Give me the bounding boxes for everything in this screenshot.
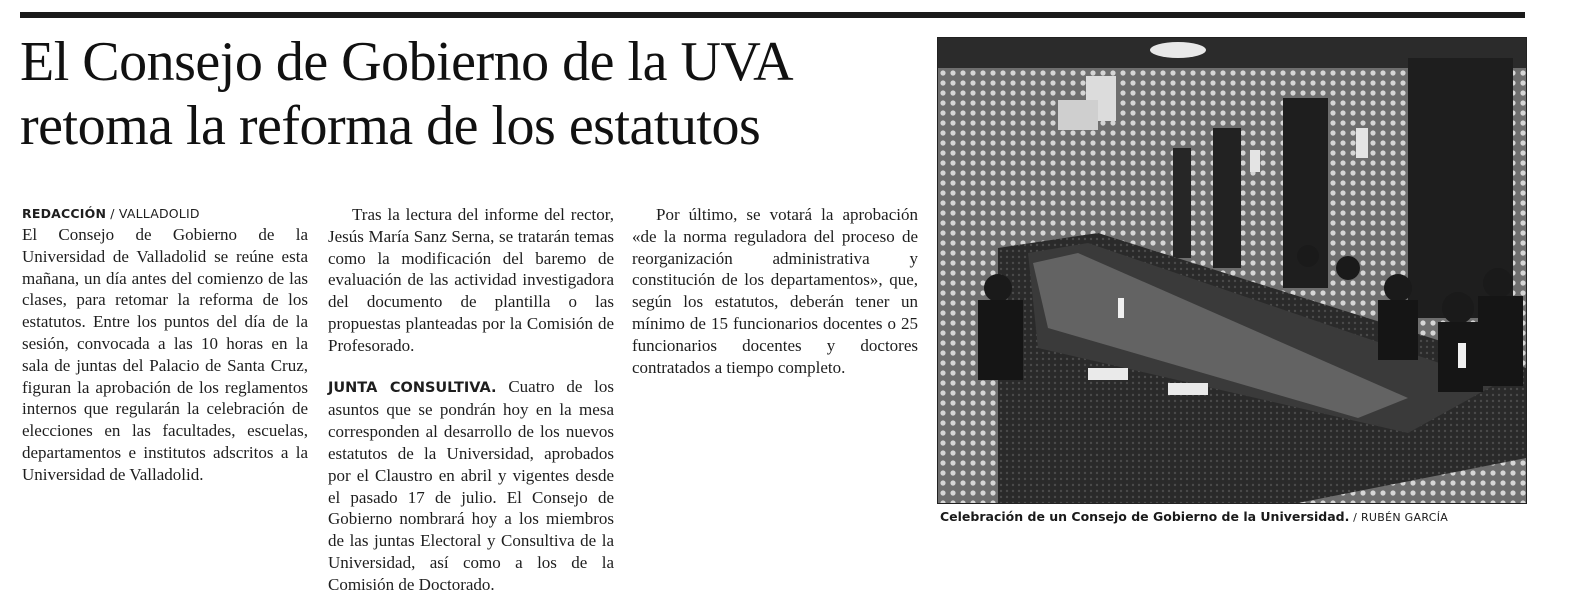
headline bbox=[20, 30, 920, 158]
headline-line-1: El Consejo de Gobierno de la UVA bbox=[20, 31, 794, 93]
article-paragraph-4: Por último, se votará la aprobación «de la norma reguladora del proceso de reorganización administrativa y constitución de los departamentos», que, según los estatutos, deberán tener un mínimo de 15 funcionarios docentes o 25 funcionarios docentes y doctores contratados a tiempo completo. bbox=[632, 205, 918, 377]
byline-separator: / bbox=[106, 206, 119, 221]
article-paragraph-2: Tras la lectura del informe del rector, Jesús María Sanz Serna, se tratarán temas como la modificación del baremo de evaluación de las actividad investigadora del documento de plantilla o las propuestas planteadas por la Comisión de Profesorado. bbox=[328, 205, 614, 355]
article-paragraph-3 bbox=[328, 376, 614, 596]
byline-location: VALLADOLID bbox=[118, 206, 200, 221]
byline bbox=[22, 204, 308, 224]
article-column-1 bbox=[22, 204, 308, 486]
article-paragraph-3-body: Cuatro de los asuntos que se pondrán hoy en la mesa corresponden al desarrollo de los nuevos estatutos de la Universidad, aprobados por el Claustro en abril y vigentes desde el pasado 17 de julio. El Consejo de Gobierno nombrará hoy a los miembros de las juntas Electoral y Consultiva de la Universidad, así como a los de la Comisión de Doctorado. bbox=[328, 376, 614, 594]
meeting-room-image bbox=[938, 38, 1526, 503]
caption-text: Celebración de un Consejo de Gobierno de la Universidad. bbox=[940, 509, 1350, 524]
top-rule bbox=[20, 12, 1525, 18]
article-paragraph-1: El Consejo de Gobierno de la Universidad de Valladolid se reúne esta mañana, un día antes del comienzo de las clases, para retomar la reforma de los estatutos. Entre los puntos del día de la sesión, convocada a las 10 horas en la sala de juntas del Palacio de Santa Cruz, figuran la aprobación de los reglamentos internos que regularán la celebración de elecciones en las facultades, escuelas, departamentos e institutos adscritos a la Universidad de Valladolid. bbox=[22, 225, 308, 484]
article-column-3 bbox=[632, 204, 918, 378]
subhead-junta-consultiva: JUNTA CONSULTIVA. bbox=[328, 379, 497, 396]
photo-caption bbox=[940, 509, 1540, 524]
headline-line-2: retoma la reforma de los estatutos bbox=[20, 95, 761, 157]
caption-credit-separator: / bbox=[1349, 511, 1361, 524]
meeting-photo bbox=[937, 37, 1527, 504]
article-column-2 bbox=[328, 204, 614, 596]
photo-credit: RUBÉN GARCÍA bbox=[1360, 511, 1449, 524]
byline-author: REDACCIÓN bbox=[22, 206, 107, 221]
